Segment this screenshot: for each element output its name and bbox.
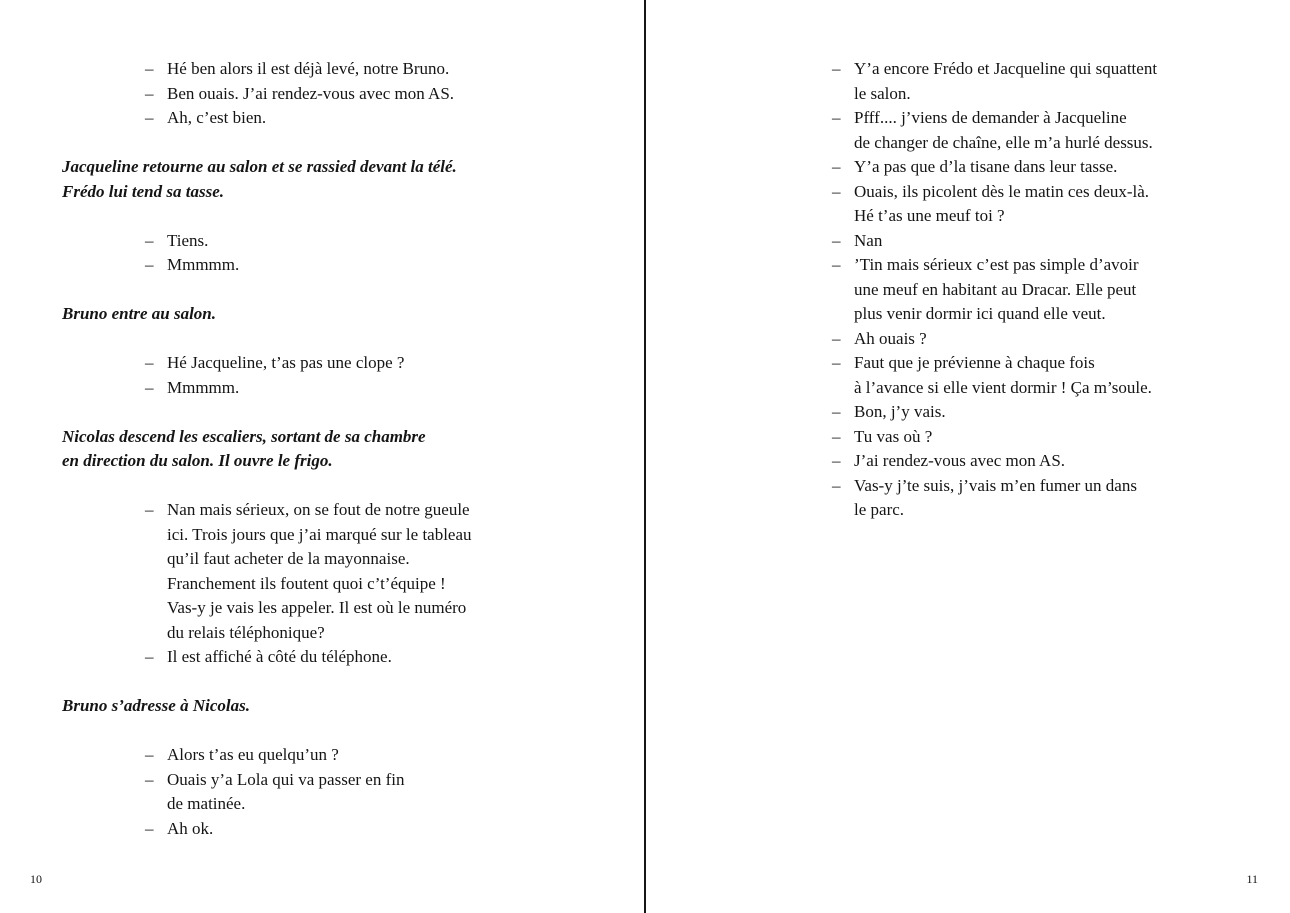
dialogue-text-line: Y’a pas que d’la tisane dans leur tasse. [854,157,1118,176]
dialogue-text-line: Mmmmm. [167,377,240,397]
dialogue-line [832,57,1272,106]
dialogue-block [145,57,617,131]
dialogue-text-line: plus venir dormir ici quand elle veut. [854,304,1106,323]
dialogue-block [145,351,617,400]
dialogue-dash: – [145,83,154,103]
stage-direction-line: Jacqueline retourne au salon et se rassied devant la télé. [62,157,457,176]
dialogue-dash: – [832,426,841,446]
dialogue-text-line: de matinée. [167,794,246,813]
stage-direction-line: Bruno entre au salon. [62,304,216,323]
dialogue-dash: – [832,255,841,274]
dialogue-text [167,351,617,376]
dialogue-text-line: Tu vas où ? [854,426,933,446]
dialogue-text-line: Hé ben alors il est déjà levé, notre Bruno. [167,59,450,78]
dialogue-text-line: Nan mais sérieux, on se fout de notre gueule [167,500,470,519]
dialogue-dash: – [145,230,154,250]
dialogue-text-line: Hé Jacqueline, t’as pas une clope ? [167,353,405,372]
dialogue-text-line: Ah ouais ? [854,328,927,348]
page-divider [644,0,646,913]
dialogue-text [167,498,617,645]
dialogue-line [832,229,1272,254]
dialogue-line [145,229,617,254]
dialogue-text-line: Faut que je prévienne à chaque fois [854,353,1095,372]
dialogue-dash: – [832,475,841,495]
dialogue-text-line: Y’a encore Frédo et Jacqueline qui squattent [854,59,1158,78]
dialogue-text [167,768,617,817]
dialogue-text-line: Ben ouais. J’ai rendez-vous avec mon AS. [167,83,455,103]
dialogue-text-line: à l’avance si elle vient dormir ! Ça m’soule. [854,377,1152,397]
dialogue-line [832,425,1272,450]
dialogue-text-line: Alors t’as eu quelqu’un ? [167,745,339,764]
dialogue-text [167,376,617,401]
dialogue-dash: – [145,377,154,397]
dialogue-text-line: une meuf en habitant au Dracar. Elle peut [854,279,1137,299]
dialogue-text-line: le parc. [854,500,905,519]
dialogue-line [832,155,1272,180]
dialogue-text [854,229,1272,254]
dialogue-text-line: de changer de chaîne, elle m’a hurlé dessus. [854,132,1153,152]
dialogue-text [167,82,617,107]
dialogue-dash: – [145,769,154,789]
left-page-content [0,0,645,841]
dialogue-text-line: Pfff.... j’viens de demander à Jacqueline [854,108,1127,127]
dialogue-block [145,498,617,670]
dialogue-line [832,180,1272,229]
dialogue-line [832,351,1272,400]
dialogue-text-line: Tiens. [167,230,209,250]
dialogue-dash: – [832,328,841,348]
dialogue-dash: – [832,108,841,127]
dialogue-text [854,57,1272,106]
dialogue-line [832,253,1272,327]
dialogue-text-line: qu’il faut acheter de la mayonnaise. [167,549,410,568]
dialogue-text-line: Hé t’as une meuf toi ? [854,206,1005,225]
dialogue-dash: – [145,59,154,78]
dialogue-dash: – [832,59,841,78]
dialogue-line [832,474,1272,523]
dialogue-text [167,743,617,768]
dialogue-text-line: Il est affiché à côté du téléphone. [167,647,392,666]
stage-direction-line: Bruno s’adresse à Nicolas. [62,696,250,715]
stage-direction [62,425,617,474]
dialogue-text-line: ’Tin mais sérieux c’est pas simple d’avoir [854,255,1139,274]
dialogue-text-line: du relais téléphonique? [167,622,325,642]
dialogue-line [145,351,617,376]
dialogue-text [854,155,1272,180]
dialogue-line [145,817,617,842]
dialogue-line [832,327,1272,352]
dialogue-dash: – [145,255,154,274]
right-page-content [645,0,1290,523]
dialogue-text-line: Ouais, ils picolent dès le matin ces deux-là. [854,181,1150,201]
dialogue-dash: – [832,157,841,176]
dialogue-dash: – [832,402,841,421]
dialogue-text-line: le salon. [854,83,911,103]
stage-direction-line: Frédo lui tend sa tasse. [62,181,224,201]
dialogue-text-line: Vas-y je vais les appeler. Il est où le numéro [167,598,467,617]
dialogue-line [145,253,617,278]
dialogue-dash: – [145,500,154,519]
dialogue-text-line: Vas-y j’te suis, j’vais m’en fumer un dans [854,475,1137,495]
dialogue-text [854,327,1272,352]
dialogue-text-line: Mmmmm. [167,255,240,274]
dialogue-text [854,180,1272,229]
dialogue-text-line: Bon, j’y vais. [854,402,946,421]
page-number-left: 10 [30,872,42,886]
dialogue-text [854,400,1272,425]
dialogue-dash: – [145,647,154,666]
dialogue-line [145,768,617,817]
dialogue-text [854,253,1272,327]
dialogue-block [145,229,617,278]
dialogue-dash: – [145,818,154,838]
dialogue-line [145,376,617,401]
page-number-right: 11 [1246,872,1258,886]
dialogue-text [854,474,1272,523]
dialogue-line [145,645,617,670]
dialogue-dash: – [832,230,841,250]
dialogue-block [832,57,1272,523]
dialogue-line [145,743,617,768]
dialogue-text-line: Nan [854,230,883,250]
dialogue-line [832,449,1272,474]
stage-direction-line: Nicolas descend les escaliers, sortant de sa chambre [62,426,426,446]
dialogue-text-line: ici. Trois jours que j’ai marqué sur le tableau [167,524,472,544]
dialogue-dash: – [832,451,841,470]
dialogue-text-line: J’ai rendez-vous avec mon AS. [854,451,1066,470]
dialogue-text [854,351,1272,400]
dialogue-text [167,817,617,842]
dialogue-text [167,645,617,670]
dialogue-dash: – [832,181,841,201]
dialogue-text [167,57,617,82]
stage-direction [62,694,617,719]
stage-direction-line: en direction du salon. Il ouvre le frigo. [62,451,333,470]
right-page [645,0,1290,913]
dialogue-text-line: Ouais y’a Lola qui va passer en fin [167,769,405,789]
dialogue-text-line: Franchement ils foutent quoi c’t’équipe ! [167,573,446,593]
dialogue-block [145,743,617,841]
dialogue-text [167,106,617,131]
stage-direction [62,155,617,204]
dialogue-dash: – [832,353,841,372]
dialogue-dash: – [145,108,154,127]
dialogue-text [854,425,1272,450]
dialogue-line [832,106,1272,155]
dialogue-text [854,106,1272,155]
dialogue-text [854,449,1272,474]
dialogue-dash: – [145,353,154,372]
dialogue-text [167,229,617,254]
dialogue-line [145,498,617,645]
dialogue-text-line: Ah ok. [167,818,214,838]
dialogue-line [145,82,617,107]
dialogue-line [832,400,1272,425]
dialogue-dash: – [145,745,154,764]
dialogue-text [167,253,617,278]
dialogue-text-line: Ah, c’est bien. [167,108,267,127]
dialogue-line [145,57,617,82]
stage-direction [62,302,617,327]
dialogue-line [145,106,617,131]
